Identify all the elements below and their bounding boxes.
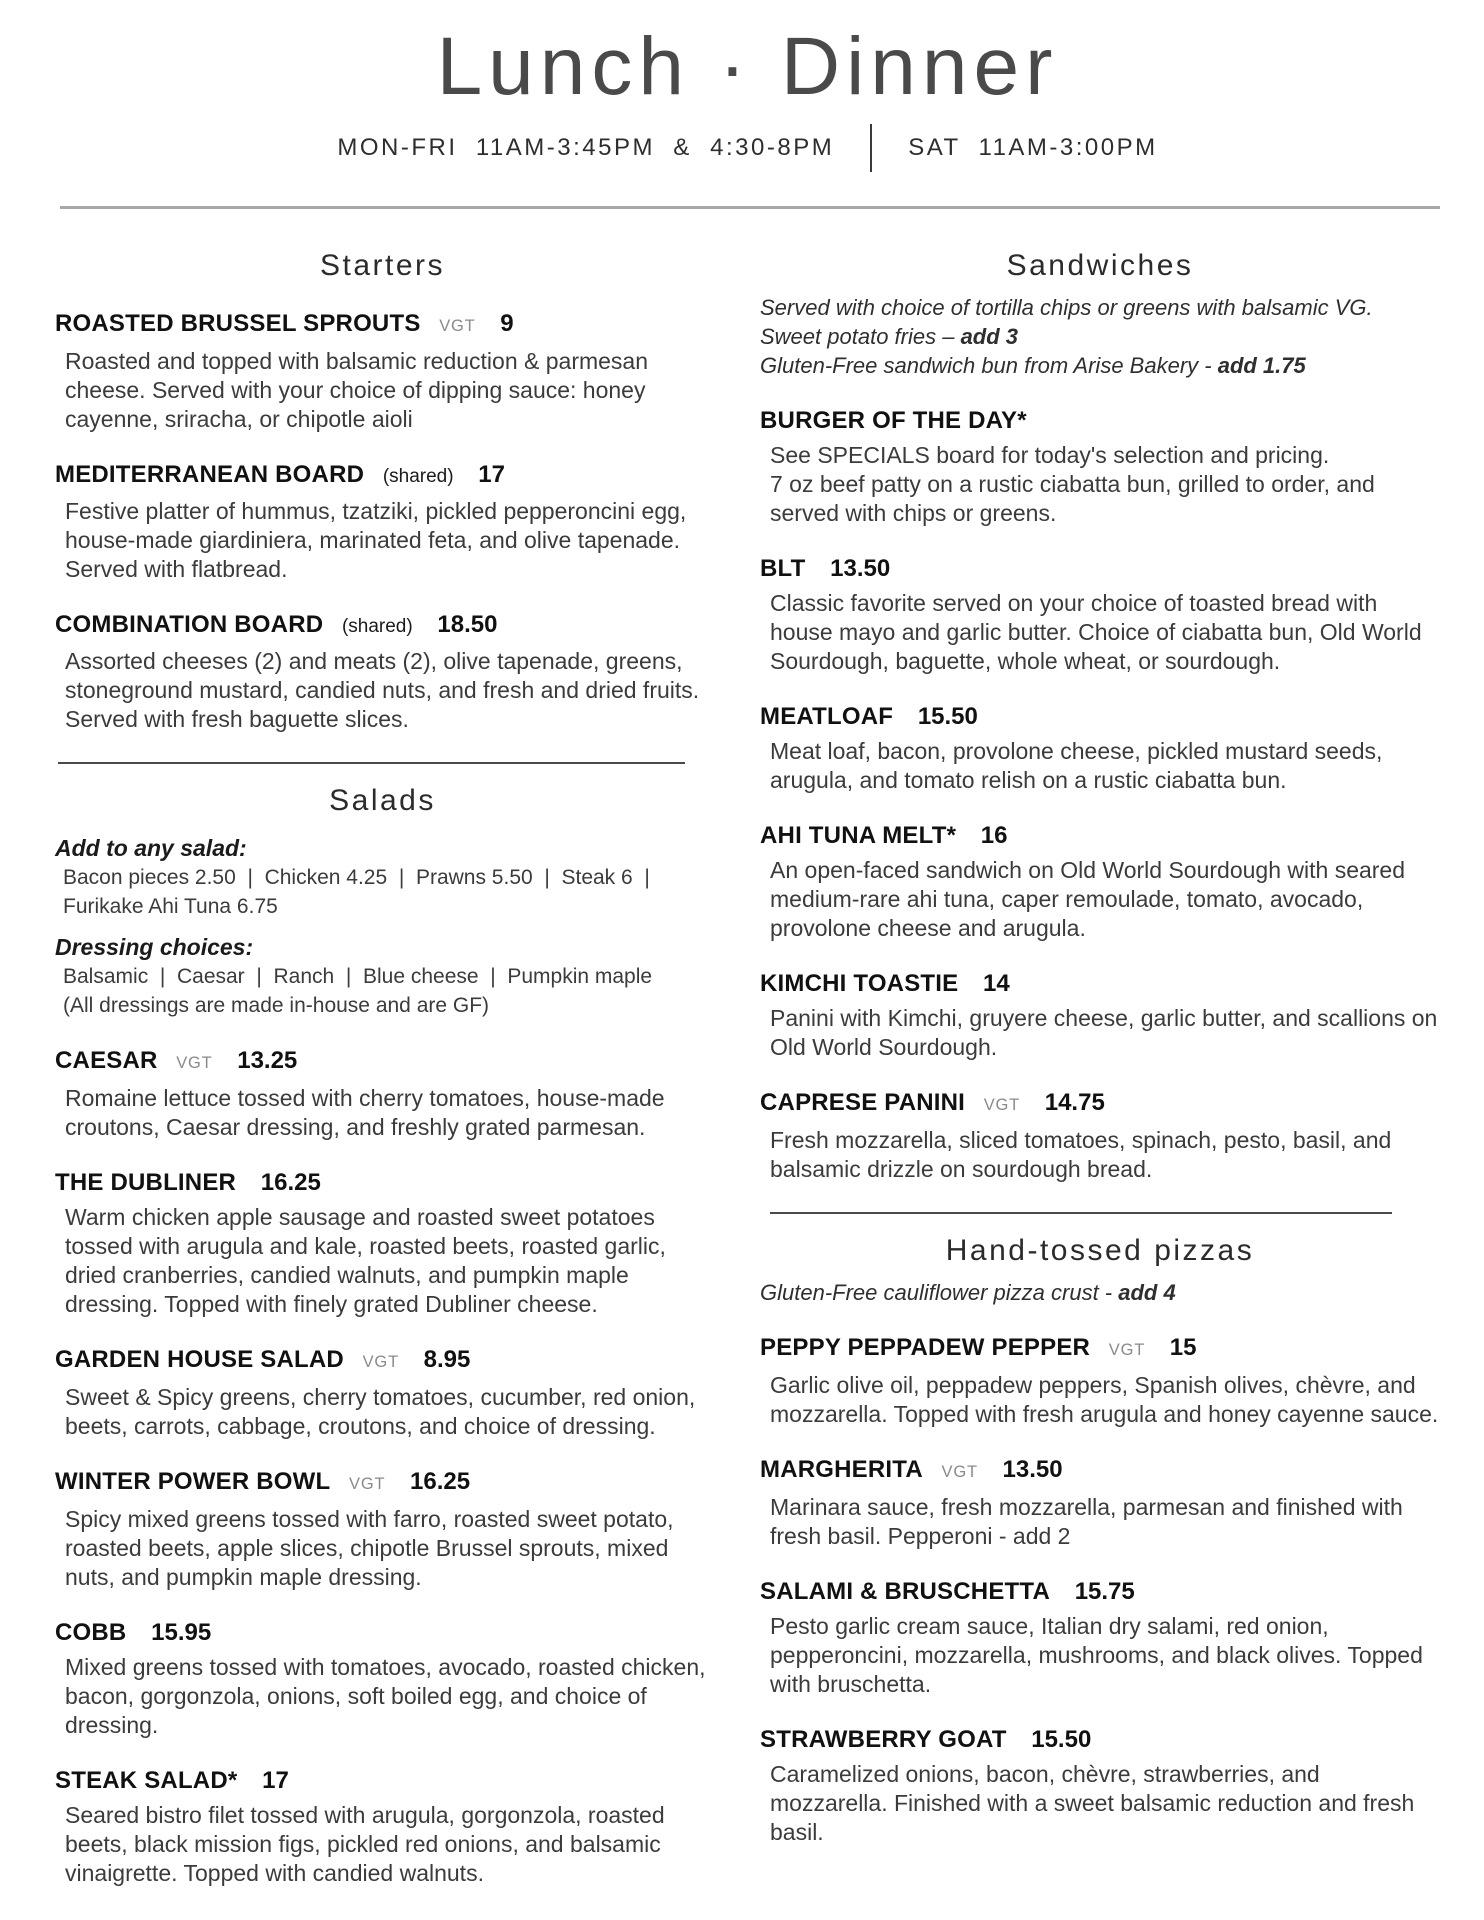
section-sandwiches [760,249,1440,1184]
item-name: ROASTED BRUSSEL SPROUTS [55,310,421,338]
item-name: MEATLOAF [760,703,894,731]
menu-item-winter-power-bowl [55,1467,710,1592]
hours-saturday: SAT 11AM-3:00PM [908,134,1158,162]
vgt-badge: VGT [362,1353,399,1372]
menu-item-mediterranean-board [55,460,710,584]
item-price: 13.50 [1002,1456,1063,1484]
sandwiches-pizzas-divider [770,1212,1392,1214]
section-salads [55,784,710,1888]
sandwiches-note-line-1 [760,293,1440,322]
section-title-sandwiches: Sandwiches [1006,249,1194,283]
vgt-badge: VGT [983,1096,1021,1115]
menu-item-the-dubliner [55,1168,710,1319]
note-text: Gluten-Free cauliflower pizza crust - [760,1280,1119,1306]
item-name: COMBINATION BOARD [55,611,324,639]
item-description: Warm chicken apple sausage and roasted sweet potatoes tossed with arugula and kale, roasted beets, roasted garlic, dried cranberries, candied walnuts, and pumpkin maple dressing. Topped with finely grated Dubliner cheese. [65,1204,666,1318]
item-header [760,1333,1440,1365]
menu-item-steak-salad [55,1766,710,1888]
section-title-salads: Salads [329,784,436,818]
menu-item-ahi-tuna-melt [760,821,1440,943]
item-header [55,1345,710,1377]
item-name: BURGER OF THE DAY* [760,407,1027,435]
salad-dressings-label: Dressing choices: [55,934,254,961]
item-price: 13.50 [830,555,891,583]
starters-salads-divider [58,762,685,764]
item-name: SALAMI & BRUSCHETTA [760,1578,1051,1606]
item-header [760,821,1440,850]
menu-item-kimchi-toastie [760,969,1440,1062]
item-description: Pesto garlic cream sauce, Italian dry salami, red onion, pepperoncini, mozzarella, mushrooms, and black olives. Topped with bruschetta. [770,1613,1423,1698]
section-starters [55,249,710,734]
item-header [55,1046,710,1078]
sandwiches-note-line-3 [760,351,1440,380]
item-name: CAESAR [55,1047,158,1075]
item-price: 13.25 [237,1047,298,1075]
menu-columns [55,229,1440,1888]
note-text: Sweet potato fries – [760,324,961,350]
item-price: 15.75 [1074,1578,1135,1606]
hours-bar [55,124,1440,172]
item-header [760,1455,1440,1487]
shared-badge: (shared) [341,616,413,638]
vgt-badge: VGT [349,1475,386,1494]
item-price: 18.50 [437,611,498,639]
item-header [760,702,1440,731]
item-header [55,1618,710,1647]
salad-dressings-line-2: (All dressings are made in-house and are GF) [63,994,490,1018]
item-name: BLT [760,555,806,583]
item-description: Spicy mixed greens tossed with farro, roasted sweet potato, roasted beets, apple slices, chipotle Brussel sprouts, mixed nuts, and pumpkin maple dressing. [65,1506,674,1591]
note-bold: add 3 [960,324,1019,350]
item-name: STEAK SALAD* [55,1767,238,1795]
item-name: WINTER POWER BOWL [55,1468,331,1496]
salad-addons-line-2: Furikake Ahi Tuna 6.75 [63,895,278,919]
item-description: Caramelized onions, bacon, chèvre, strawberries, and mozzarella. Finished with a sweet balsamic reduction and fresh basil. [770,1761,1415,1846]
column-right [760,229,1440,1888]
menu-item-caprese-panini [760,1088,1440,1184]
menu-item-salami-bruschetta [760,1577,1440,1699]
item-name: MEDITERRANEAN BOARD [55,461,365,489]
item-name: PEPPY PEPPADEW PEPPER [760,1334,1091,1362]
menu-item-margherita [760,1455,1440,1551]
item-price: 15.50 [917,703,978,731]
item-description: An open-faced sandwich on Old World Sourdough with seared medium-rare ahi tuna, caper remoulade, tomato, avocado, provolone cheese and arugula. [770,857,1406,942]
column-left [55,229,710,1888]
item-price: 16 [980,822,1008,850]
item-price: 15 [1169,1334,1197,1362]
item-description: Garlic olive oil, peppadew peppers, Spanish olives, chèvre, and mozzarella. Topped with fresh arugula and honey cayenne sauce. [770,1372,1439,1428]
item-description: Mixed greens tossed with tomatoes, avocado, roasted chicken, bacon, gorgonzola, onions, soft boiled egg, and choice of dressing. [65,1654,706,1739]
menu-item-caesar [55,1046,710,1142]
item-header [760,1577,1440,1606]
vgt-badge: VGT [176,1054,213,1073]
item-description: Festive platter of hummus, tzatziki, pickled pepperoncini egg, house-made giardiniera, marinated feta, and olive tapenade. Served with flatbread. [65,498,687,583]
item-price: 16.25 [410,1468,471,1496]
item-header [760,969,1440,998]
item-description: Romaine lettuce tossed with cherry tomatoes, house-made croutons, Caesar dressing, and freshly grated parmesan. [65,1085,665,1141]
item-price: 17 [262,1767,289,1795]
vgt-badge: VGT [439,317,476,336]
item-description-2: 7 oz beef patty on a rustic ciabatta bun, grilled to order, and served with chips or greens. [770,471,1375,527]
menu-title: Lunch · Dinner [436,21,1059,112]
item-description: Fresh mozzarella, sliced tomatoes, spinach, pesto, basil, and balsamic drizzle on sourdough bread. [770,1127,1392,1183]
item-price: 15.95 [151,1619,212,1647]
item-header [760,406,1440,435]
item-description: Roasted and topped with balsamic reduction & parmesan cheese. Served with your choice of dipping sauce: honey cayenne, sriracha, or chipotle aioli [65,348,649,433]
menu-item-combination-board [55,610,710,734]
item-name: AHI TUNA MELT* [760,822,957,850]
item-header [55,309,710,341]
item-name: MARGHERITA [760,1456,923,1484]
item-price: 14 [983,970,1010,998]
item-name: KIMCHI TOASTIE [760,970,959,998]
note-bold: add 1.75 [1217,353,1306,379]
item-description: Seared bistro filet tossed with arugula, gorgonzola, roasted beets, black mission figs, pickled red onions, and balsamic vinaigrette. Topped with candied walnuts. [65,1802,665,1887]
item-price: 17 [478,461,505,489]
item-description: Assorted cheeses (2) and meats (2), olive tapenade, greens, stoneground mustard, candied nuts, and fresh and dried fruits. Served with fresh baguette slices. [65,648,700,733]
item-price: 15.50 [1031,1726,1092,1754]
item-header [760,554,1440,583]
menu-item-peppy-peppadew-pepper [760,1333,1440,1429]
note-text: Gluten-Free sandwich bun from Arise Bakery - [760,353,1218,379]
item-name: CAPRESE PANINI [760,1089,966,1117]
item-description: Sweet & Spicy greens, cherry tomatoes, cucumber, red onion, beets, carrots, cabbage, croutons, and choice of dressing. [65,1384,696,1440]
item-description: Marinara sauce, fresh mozzarella, parmesan and finished with fresh basil. Pepperoni - add 2 [770,1494,1403,1550]
menu-item-roasted-brussel-sprouts [55,309,710,434]
note-text: Served with choice of tortilla chips or greens with balsamic VG. [760,295,1373,321]
item-header [55,1766,710,1795]
sandwiches-note-line-2 [760,322,1440,351]
menu-item-strawberry-goat [760,1725,1440,1847]
vgt-badge: VGT [1108,1341,1146,1360]
item-header [55,1467,710,1499]
item-header [760,1088,1440,1120]
top-divider [60,206,1440,209]
pizzas-note-line-1 [760,1278,1440,1307]
vgt-badge: VGT [941,1463,978,1482]
menu-item-cobb [55,1618,710,1740]
menu-item-meatloaf [760,702,1440,795]
item-description: Classic favorite served on your choice of toasted bread with house mayo and garlic butter. Choice of ciabatta bun, Old World Sourdough, baguette, whole wheat, or sourdough. [770,590,1422,675]
item-header [55,460,710,491]
item-description: Meat loaf, bacon, provolone cheese, pickled mustard seeds, arugula, and tomato relish on a rustic ciabatta bun. [770,738,1383,794]
item-name: GARDEN HOUSE SALAD [55,1346,344,1374]
salad-addons-line-1: Bacon pieces 2.50 | Chicken 4.25 | Prawns 5.50 | Steak 6 | [63,866,650,890]
item-price: 14.75 [1044,1089,1105,1117]
shared-badge: (shared) [382,466,454,488]
menu-item-blt [760,554,1440,676]
menu-item-burger-of-the-day [760,406,1440,528]
item-description: Panini with Kimchi, gruyere cheese, garlic butter, and scallions on Old World Sourdough. [770,1005,1438,1061]
item-description: See SPECIALS board for today's selection and pricing. [770,442,1330,469]
item-header [55,1168,710,1197]
item-price: 9 [500,310,514,338]
note-bold: add 4 [1118,1280,1176,1306]
item-price: 8.95 [423,1346,471,1374]
item-header [760,1725,1440,1754]
section-title-pizzas: Hand-tossed pizzas [945,1234,1255,1268]
item-name: STRAWBERRY GOAT [760,1726,1007,1754]
salad-addons-label: Add to any salad: [55,835,247,862]
hours-divider [870,124,872,172]
item-price: 16.25 [260,1169,321,1197]
section-pizzas [760,1234,1440,1847]
salad-options [55,834,710,1020]
item-name: COBB [55,1619,127,1647]
pizzas-note [760,1278,1440,1307]
item-header [55,610,710,641]
hours-weekday: MON-FRI 11AM-3:45PM & 4:30-8PM [337,134,835,162]
menu-item-garden-house-salad [55,1345,710,1441]
sandwiches-note [760,293,1440,380]
salad-dressings-line-1: Balsamic | Caesar | Ranch | Blue cheese | Pumpkin maple [63,965,653,989]
section-title-starters: Starters [319,249,446,283]
item-name: THE DUBLINER [55,1169,237,1197]
